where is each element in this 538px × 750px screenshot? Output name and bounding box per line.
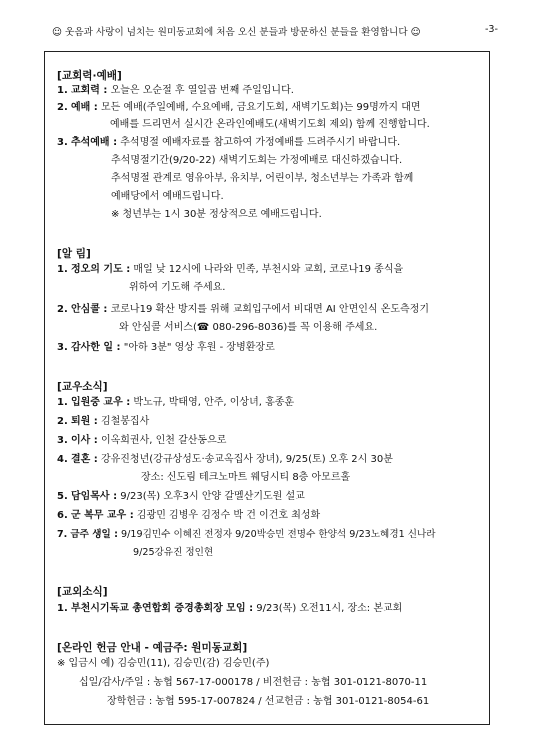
- offering-example: ※ 입금시 예) 김승민(11), 김승민(감) 김승민(주): [57, 658, 270, 669]
- page-number: -3-: [484, 24, 498, 35]
- service-item-3: 3. 추석예배 : 추석명절 예배자료를 참고하여 가정예배를 드려주시기 바랍니다.: [57, 137, 401, 148]
- section-title-churches: [교외소식]: [57, 586, 108, 598]
- section-title-notice: [알 림]: [57, 248, 91, 260]
- notice-item-2: 2. 안심콜 : 코로나19 확산 방지를 위해 교회입구에서 비대면 AI 안면인식 온도측정기: [57, 304, 430, 315]
- notice-item-2-cont: 와 안심콜 서비스(☎ 080-296-8036)를 꼭 이용해 주세요.: [119, 322, 378, 333]
- offering-account-1: 십일/감사/주일 : 농협 567-17-000178 / 비전헌금 : 농협 301-0121-8070-11: [79, 677, 428, 688]
- notice-item-1-cont: 위하여 기도해 주세요.: [129, 282, 226, 293]
- section-title-members: [교우소식]: [57, 381, 108, 393]
- member-item-5: 5. 담임목사 : 9/23(목) 오후3시 안양 갈멜산기도원 설교: [57, 491, 305, 502]
- member-item-7-cont: 9/25강유진 정인현: [133, 547, 214, 558]
- service-item-2-cont: 예배를 드리면서 실시간 온라인예배도(새벽기도회 제외) 함께 진행합니다.: [110, 119, 430, 130]
- section-title-offering: [온라인 헌금 안내 - 예금주: 원미동교회]: [57, 642, 248, 654]
- service-item-3-cont-3: 예배당에서 예배드립니다.: [111, 191, 224, 202]
- welcome-text: ☺ 웃음과 사랑이 넘치는 원미동교회에 처음 오신 분들과 방문하신 분들을 환영합니다 ☺: [52, 27, 421, 38]
- service-item-2: 2. 예배 : 모든 예배(주일예배, 수요예배, 금요기도회, 새벽기도회)는 99명까지 대면: [57, 102, 421, 113]
- member-item-7: 7. 금주 생일 : 9/19김민수 이혜진 전정자 9/20박승민 전명수 한양석 9/23노혜경1 신나라: [57, 529, 436, 540]
- bulletin-frame: [44, 51, 490, 725]
- service-item-3-cont-1: 추석명절기간(9/20-22) 새벽기도회는 가정예배로 대신하겠습니다.: [111, 155, 403, 166]
- notice-item-1: 1. 정오의 기도 : 매일 낮 12시에 나라와 민족, 부천시와 교회, 코로나19 종식을: [57, 264, 404, 275]
- service-item-3-cont-2: 추석명절 관계로 영유아부, 유치부, 어린이부, 청소년부는 가족과 함께: [111, 173, 414, 184]
- church-news-item-1: 1. 부천시기독교 총연합회 증경총회장 모임 : 9/23(목) 오전11시, 장소: 본교회: [57, 603, 403, 614]
- member-item-3: 3. 이사 : 이옥희권사, 인천 갈산동으로: [57, 435, 227, 446]
- section-title-service: [교회력·예배]: [57, 70, 122, 82]
- service-item-1: 1. 교회력 : 오늘은 오순절 후 열일곱 번째 주일입니다.: [57, 85, 294, 96]
- member-item-1: 1. 입원중 교우 : 박노규, 박태영, 안주, 이상녀, 홍종훈: [57, 397, 295, 408]
- page-header: [52, 24, 498, 38]
- member-item-4: 4. 결혼 : 강유진청년(강규상성도·송교옥집사 장녀), 9/25(토) 오후 2시 30분: [57, 454, 393, 465]
- member-item-2: 2. 퇴원 : 김철봉집사: [57, 416, 150, 427]
- offering-account-2: 장학헌금 : 농협 595-17-007824 / 선교헌금 : 농협 301-0121-8054-61: [107, 696, 430, 707]
- service-item-3-note: ※ 청년부는 1시 30분 정상적으로 예배드립니다.: [111, 209, 322, 220]
- notice-item-3: 3. 감사한 일 : "아하 3분" 영상 후원 - 장병환장로: [57, 342, 275, 353]
- member-item-4-cont: 장소: 신도림 테크노마트 웨딩시티 8층 아모르홀: [141, 472, 351, 483]
- member-item-6: 6. 군 복무 교우 : 김광민 김병우 김정수 박 건 이건호 최성화: [57, 510, 321, 521]
